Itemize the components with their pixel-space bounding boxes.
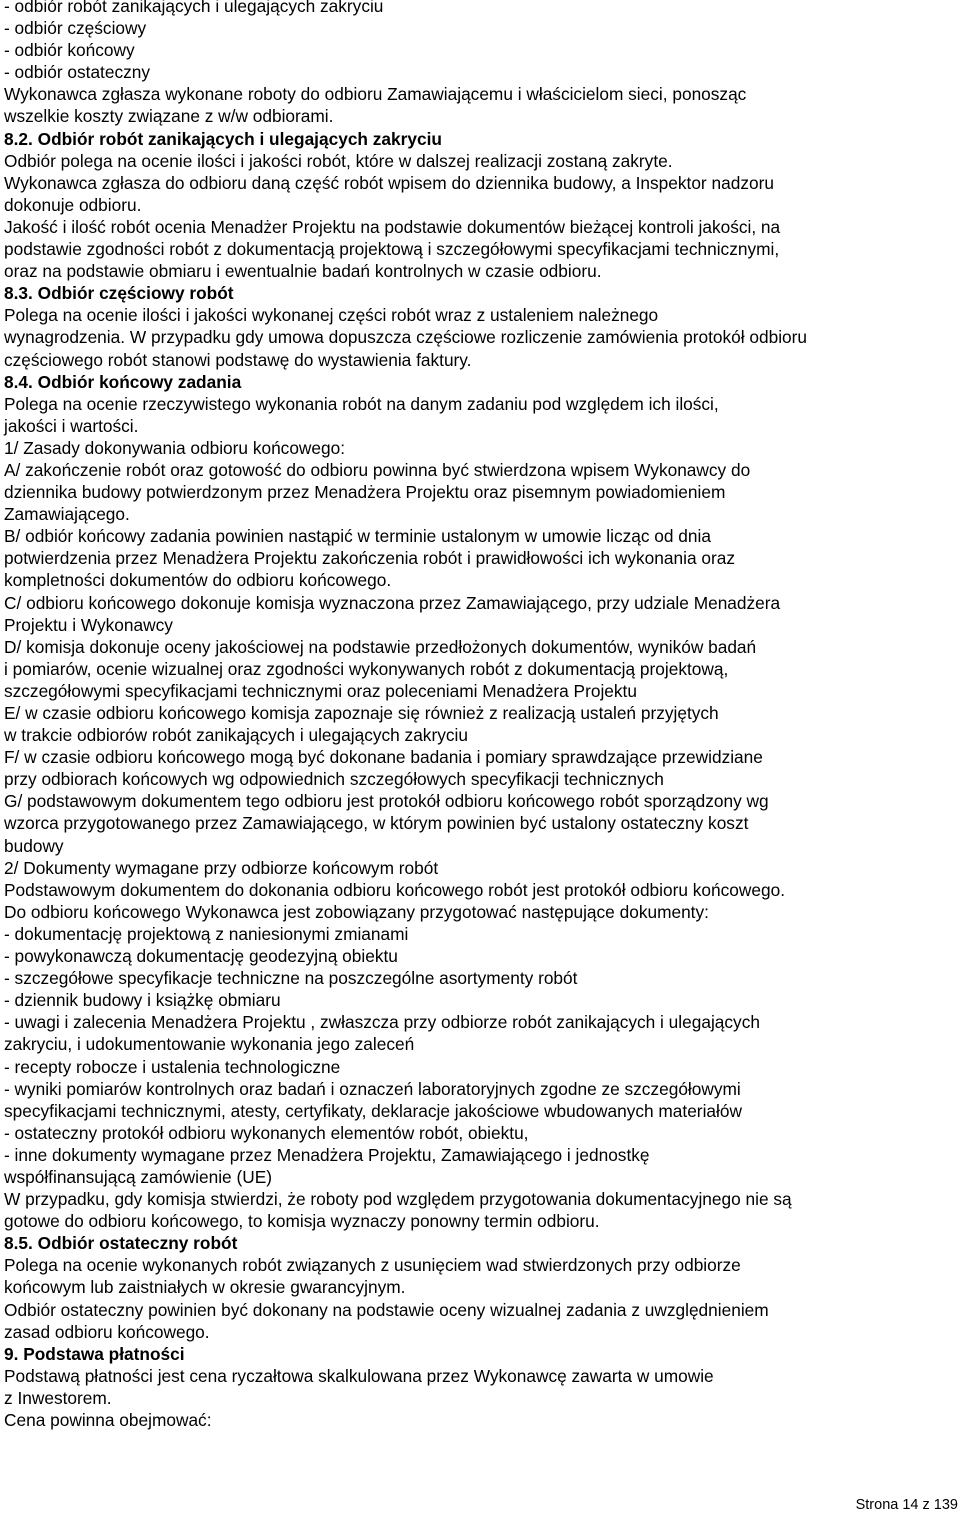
document-body xyxy=(4,0,960,1431)
text-line: - powykonawczą dokumentację geodezyjną obiektu xyxy=(4,946,398,967)
text-line: oraz na podstawie obmiaru i ewentualnie badań kontrolnych w czasie odbioru. xyxy=(4,261,602,282)
text-line: końcowym lub zaistniałych w okresie gwarancyjnym. xyxy=(4,1277,406,1298)
text-line: - wyniki pomiarów kontrolnych oraz badań i oznaczeń laboratoryjnych zgodne ze szczegółowymi xyxy=(4,1078,741,1099)
text-line: podstawie zgodności robót z dokumentacją projektową i szczegółowymi specyfikacjami technicznymi, xyxy=(4,239,780,260)
text-line: Podstawowym dokumentem do dokonania odbioru końcowego robót jest protokół odbioru końcowego. xyxy=(4,879,786,900)
text-line: - inne dokumenty wymagane przez Menadżera Projektu, Zamawiającego i jednostkę xyxy=(4,1144,650,1165)
text-line: dziennika budowy potwierdzonym przez Menadżera Projektu oraz pisemnym powiadomieniem xyxy=(4,482,726,503)
text-line: Jakość i ilość robót ocenia Menadżer Projektu na podstawie dokumentów bieżącej kontroli jakości, na xyxy=(4,216,781,237)
text-line: - dokumentację projektową z naniesionymi zmianami xyxy=(4,923,409,944)
text-line: W przypadku, gdy komisja stwierdzi, że roboty pod względem przygotowania dokumentacyjnego nie są xyxy=(4,1189,792,1210)
text-line: i pomiarów, ocenie wizualnej oraz zgodności wykonywanych robót z dokumentacją projektową, xyxy=(4,658,729,679)
text-line: Odbiór polega na ocenie ilości i jakości robót, które w dalszej realizacji zostaną zakryte. xyxy=(4,150,673,171)
text-line: G/ podstawowym dokumentem tego odbioru jest protokół odbioru końcowego robót sporządzony wg xyxy=(4,791,769,812)
text-line: gotowe do odbioru końcowego, to komisja wyznaczy ponowny termin odbioru. xyxy=(4,1211,600,1232)
text-line: - szczegółowe specyfikacje techniczne na poszczególne asortymenty robót xyxy=(4,968,578,989)
text-line: Wykonawca zgłasza do odbioru daną część robót wpisem do dziennika budowy, a Inspektor nadzoru xyxy=(4,172,774,193)
text-line: przy odbiorach końcowych wg odpowiednich szczegółowych specyfikacji technicznych xyxy=(4,769,664,790)
text-line: kompletności dokumentów do odbioru końcowego. xyxy=(4,570,392,591)
text-line: - recepty robocze i ustalenia technologiczne xyxy=(4,1056,341,1077)
text-line: częściowego robót stanowi podstawę do wystawienia faktury. xyxy=(4,349,472,370)
text-line: potwierdzenia przez Menadżera Projektu zakończenia robót i prawidłowości ich wykonania oraz xyxy=(4,548,735,569)
text-line: - odbiór częściowy xyxy=(4,18,147,39)
page-number: Strona 14 z 139 xyxy=(855,1497,958,1513)
text-line: A/ zakończenie robót oraz gotowość do odbioru powinna być stwierdzona wpisem Wykonawcy do xyxy=(4,459,751,480)
text-line: D/ komisja dokonuje oceny jakościowej na podstawie przedłożonych dokumentów, wyników badań xyxy=(4,636,757,657)
section-heading: 8.4. Odbiór końcowy zadania xyxy=(4,371,242,392)
text-line: jakości i wartości. xyxy=(4,415,139,436)
text-line: wynagrodzenia. W przypadku gdy umowa dopuszcza częściowe rozliczenie zamówienia protokół odbioru xyxy=(4,327,808,348)
section-heading: 9. Podstawa płatności xyxy=(4,1343,185,1364)
text-line: zasad odbioru końcowego. xyxy=(4,1321,210,1342)
text-line: budowy xyxy=(4,835,64,856)
text-line: Polega na ocenie rzeczywistego wykonania robót na danym zadaniu pod względem ich ilości, xyxy=(4,393,719,414)
text-line: dokonuje odbioru. xyxy=(4,194,142,215)
text-line: wzorca przygotowanego przez Zamawiającego, w którym powinien być ustalony ostateczny koszt xyxy=(4,813,749,834)
text-line: wszelkie koszty związane z w/w odbiorami. xyxy=(4,106,334,127)
text-line: w trakcie odbiorów robót zanikających i ulegających zakryciu xyxy=(4,725,468,746)
text-line: zakryciu, i udokumentowanie wykonania jego zaleceń xyxy=(4,1034,415,1055)
text-line: Polega na ocenie wykonanych robót związanych z usunięciem wad stwierdzonych przy odbiorze xyxy=(4,1255,741,1276)
text-line: E/ w czasie odbioru końcowego komisja zapoznaje się również z realizacją ustaleń przyjętych xyxy=(4,703,719,723)
text-line: C/ odbioru końcowego dokonuje komisja wyznaczona przez Zamawiającego, przy udziale Menadżera xyxy=(4,592,781,613)
text-line: 1/ Zasady dokonywania odbioru końcowego: xyxy=(4,437,346,458)
text-line: - odbiór ostateczny xyxy=(4,62,151,83)
text-line: - odbiór końcowy xyxy=(4,40,135,61)
text-line: - dziennik budowy i książkę obmiaru xyxy=(4,990,281,1011)
section-heading: 8.2. Odbiór robót zanikających i ulegających zakryciu xyxy=(4,128,442,149)
text-line: Odbiór ostateczny powinien być dokonany na podstawie oceny wizualnej zadania z uwzględnieniem xyxy=(4,1299,769,1320)
text-line: szczegółowymi specyfikacjami technicznymi oraz poleceniami Menadżera Projektu xyxy=(4,680,637,701)
text-line: F/ w czasie odbioru końcowego mogą być dokonane badania i pomiary sprawdzające przewidziane xyxy=(4,747,763,768)
text-line: Do odbioru końcowego Wykonawca jest zobowiązany przygotować następujące dokumenty: xyxy=(4,901,709,922)
section-heading: 8.3. Odbiór częściowy robót xyxy=(4,283,234,304)
text-line: z Inwestorem. xyxy=(4,1387,112,1408)
text-line: Projektu i Wykonawcy xyxy=(4,614,173,635)
text-line: Podstawą płatności jest cena ryczałtowa skalkulowana przez Wykonawcę zawarta w umowie xyxy=(4,1365,714,1386)
text-line: 2/ Dokumenty wymagane przy odbiorze końcowym robót xyxy=(4,857,439,878)
text-line: współfinansującą zamówienie (UE) xyxy=(4,1166,272,1187)
text-line: - odbiór robót zanikających i ulegających zakryciu xyxy=(4,0,384,16)
text-line: Cena powinna obejmować: xyxy=(4,1410,212,1430)
text-line: Zamawiającego. xyxy=(4,504,130,525)
text-line: - ostateczny protokół odbioru wykonanych elementów robót, obiektu, xyxy=(4,1122,529,1143)
text-line: Wykonawca zgłasza wykonane roboty do odbioru Zamawiającemu i właścicielom sieci, ponosząc xyxy=(4,84,747,105)
text-line: B/ odbiór końcowy zadania powinien nastąpić w terminie ustalonym w umowie licząc od dnia xyxy=(4,526,711,547)
text-line: - uwagi i zalecenia Menadżera Projektu , zwłaszcza przy odbiorze robót zanikających i ulegających xyxy=(4,1012,760,1033)
text-line: specyfikacjami technicznymi, atesty, certyfikaty, deklaracje jakościowe wbudowanych materiałów xyxy=(4,1100,742,1121)
section-heading: 8.5. Odbiór ostateczny robót xyxy=(4,1233,238,1254)
text-line: Polega na ocenie ilości i jakości wykonanej części robót wraz z ustaleniem należnego xyxy=(4,305,659,326)
